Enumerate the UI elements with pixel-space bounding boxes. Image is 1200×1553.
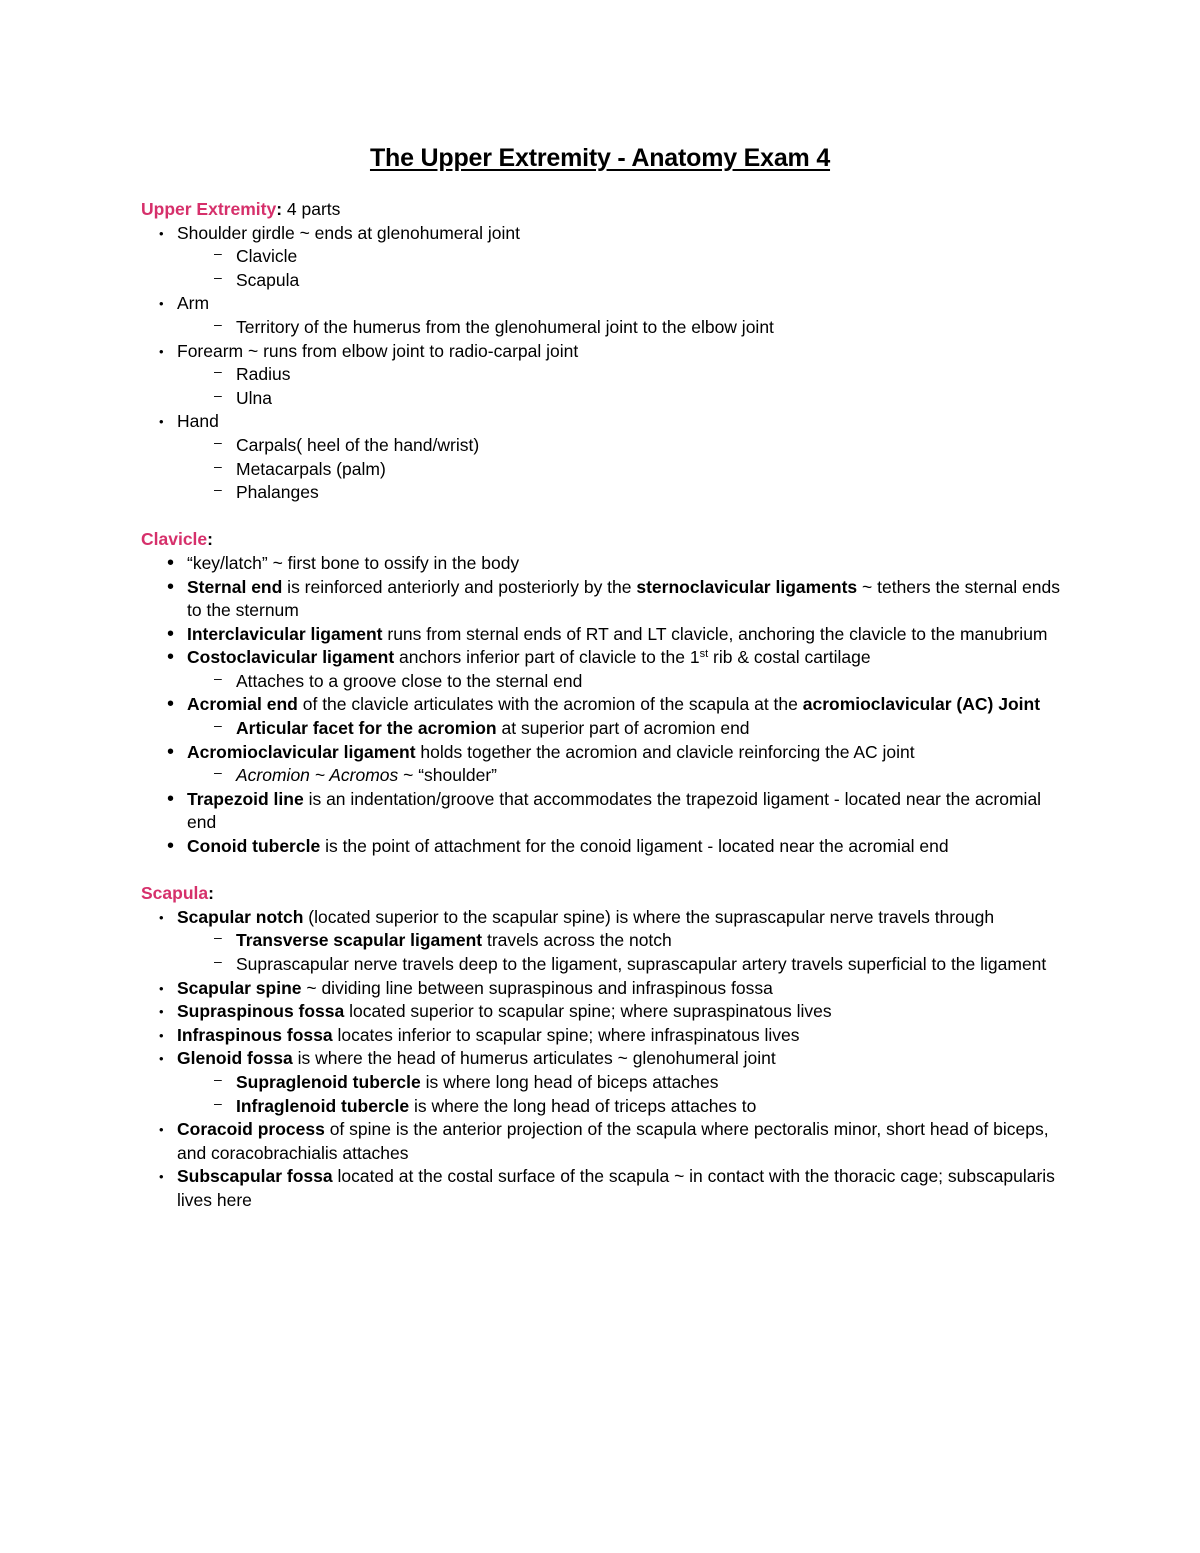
term: Supraglenoid tubercle bbox=[236, 1071, 421, 1092]
term: Infraglenoid tubercle bbox=[236, 1095, 410, 1116]
item-text: ~ “shoulder” bbox=[398, 765, 497, 786]
item-text: at superior part of acromion end bbox=[496, 718, 750, 739]
item-text: travels across the notch bbox=[482, 930, 672, 951]
heading-suffix: 4 parts bbox=[282, 199, 341, 219]
item-text: anchors inferior part of clavicle to the 1 bbox=[394, 647, 700, 668]
term: sternoclavicular ligaments bbox=[636, 576, 858, 597]
superscript: st bbox=[699, 648, 709, 661]
item-text: rib & costal cartilage bbox=[708, 647, 871, 668]
section-heading-scapula bbox=[141, 882, 1071, 906]
list-item bbox=[141, 906, 1071, 930]
term: Interclavicular ligament bbox=[187, 623, 383, 644]
section-clavicle bbox=[141, 528, 1071, 858]
item-text: located at the costal surface of the scapula ~ in contact with the thoracic cage; subscapularis lives here bbox=[177, 1166, 1055, 1210]
item-text: is reinforced anteriorly and posteriorly by the bbox=[282, 576, 637, 597]
item-text: ~ dividing line between supraspinous and infraspinous fossa bbox=[301, 977, 773, 998]
sub-item: – Clavicle bbox=[141, 245, 1071, 269]
bullet-list bbox=[141, 222, 1071, 505]
term: Transverse scapular ligament bbox=[236, 930, 483, 951]
sub-item: – Metacarpals (palm) bbox=[141, 458, 1071, 482]
item-text: is where the head of humerus articulates ~ glenohumeral joint bbox=[292, 1048, 776, 1069]
term: Articular facet for the acromion bbox=[236, 718, 497, 739]
list-item bbox=[141, 1000, 1071, 1024]
list-item bbox=[141, 788, 1071, 835]
term: Sternal end bbox=[187, 576, 283, 597]
term: Trapezoid line bbox=[187, 788, 304, 809]
list-item-arm: • Arm bbox=[141, 292, 1071, 316]
term: acromioclavicular (AC) Joint bbox=[802, 694, 1041, 715]
term: Subscapular fossa bbox=[177, 1166, 333, 1187]
term: Costoclavicular ligament bbox=[187, 647, 395, 668]
list-item bbox=[141, 623, 1071, 647]
list-item bbox=[141, 576, 1071, 623]
item-text: holds together the acromion and clavicle reinforcing the AC joint bbox=[415, 741, 915, 762]
heading-colon: : bbox=[208, 883, 214, 904]
item-text: runs from sternal ends of RT and LT clavicle, anchoring the clavicle to the manubrium bbox=[382, 623, 1048, 644]
heading-colon: : bbox=[276, 199, 283, 219]
list-item-forearm: • Forearm ~ runs from elbow joint to radio-carpal joint bbox=[141, 340, 1071, 364]
sub-item bbox=[141, 717, 1071, 741]
term: Acromial end bbox=[187, 694, 298, 715]
item-text: is where long head of biceps attaches bbox=[420, 1071, 719, 1092]
list-item bbox=[141, 1047, 1071, 1071]
sub-item: – Ulna bbox=[141, 387, 1071, 411]
term: Scapular spine bbox=[177, 977, 302, 998]
list-item bbox=[141, 741, 1071, 765]
list-item bbox=[141, 1165, 1071, 1212]
list-item-shoulder-girdle: • Shoulder girdle ~ ends at glenohumeral joint bbox=[141, 222, 1071, 246]
term: Coracoid process bbox=[177, 1119, 325, 1140]
section-upper-extremity bbox=[141, 198, 1071, 505]
sub-item: – Territory of the humerus from the glenohumeral joint to the elbow joint bbox=[141, 316, 1071, 340]
sub-item: – Suprascapular nerve travels deep to the ligament, suprascapular artery travels superficial to the ligament bbox=[141, 953, 1071, 977]
list-item bbox=[141, 1118, 1071, 1165]
item-text: of the clavicle articulates with the acromion of the scapula at the bbox=[297, 694, 803, 715]
list-item bbox=[141, 1024, 1071, 1048]
sub-item: – Radius bbox=[141, 363, 1071, 387]
term: Infraspinous fossa bbox=[177, 1024, 333, 1045]
bullet-list bbox=[141, 552, 1071, 859]
heading-label: Upper Extremity bbox=[141, 199, 277, 219]
bullet-list bbox=[141, 906, 1071, 1213]
term: Conoid tubercle bbox=[187, 836, 321, 857]
list-item-hand: • Hand bbox=[141, 410, 1071, 434]
sub-item: – Scapula bbox=[141, 269, 1071, 293]
term: Supraspinous fossa bbox=[177, 1001, 345, 1022]
item-text: is an indentation/groove that accommodates the trapezoid ligament - located near the acromial end bbox=[187, 788, 1042, 833]
item-text: ~ tethers the sternal ends to the sternum bbox=[187, 576, 1061, 621]
section-scapula bbox=[141, 882, 1071, 1212]
heading-colon: : bbox=[207, 529, 213, 550]
sub-item: – Carpals( heel of the hand/wrist) bbox=[141, 434, 1071, 458]
heading-label: Scapula bbox=[141, 883, 209, 904]
list-item bbox=[141, 646, 1071, 670]
sub-item bbox=[141, 764, 1071, 788]
italic-term: Acromion ~ Acromos bbox=[236, 765, 399, 786]
item-text: (located superior to the scapular spine) is where the suprascapular nerve travels through bbox=[303, 906, 995, 927]
term: Scapular notch bbox=[177, 906, 304, 927]
sub-item: – Attaches to a groove close to the sternal end bbox=[141, 670, 1071, 694]
notes-body bbox=[141, 198, 1071, 1213]
item-text: of spine is the anterior projection of the scapula where pectoralis minor, short head of biceps, and coracobrachialis attaches bbox=[177, 1119, 1049, 1163]
item-text: locates inferior to scapular spine; where infraspinatous lives bbox=[332, 1024, 800, 1045]
page-title: The Upper Extremity - Anatomy Exam 4 bbox=[369, 144, 831, 172]
item-text: is where the long head of triceps attaches to bbox=[409, 1095, 757, 1116]
item-text: is the point of attachment for the conoid ligament - located near the acromial end bbox=[320, 836, 949, 857]
sub-item bbox=[141, 929, 1071, 953]
list-item: • “key/latch” ~ first bone to ossify in the body bbox=[141, 552, 1071, 576]
sub-item bbox=[141, 1095, 1071, 1119]
section-heading-clavicle bbox=[141, 528, 1071, 552]
term: Glenoid fossa bbox=[177, 1048, 293, 1069]
list-item bbox=[141, 693, 1071, 717]
section-heading-upper-extremity bbox=[141, 198, 1071, 222]
sub-item bbox=[141, 1071, 1071, 1095]
item-text: located superior to scapular spine; where supraspinatous lives bbox=[344, 1001, 832, 1022]
sub-item: – Phalanges bbox=[141, 481, 1071, 505]
term: Acromioclavicular ligament bbox=[187, 741, 416, 762]
heading-label: Clavicle bbox=[141, 529, 208, 550]
list-item bbox=[141, 835, 1071, 859]
list-item bbox=[141, 977, 1071, 1001]
